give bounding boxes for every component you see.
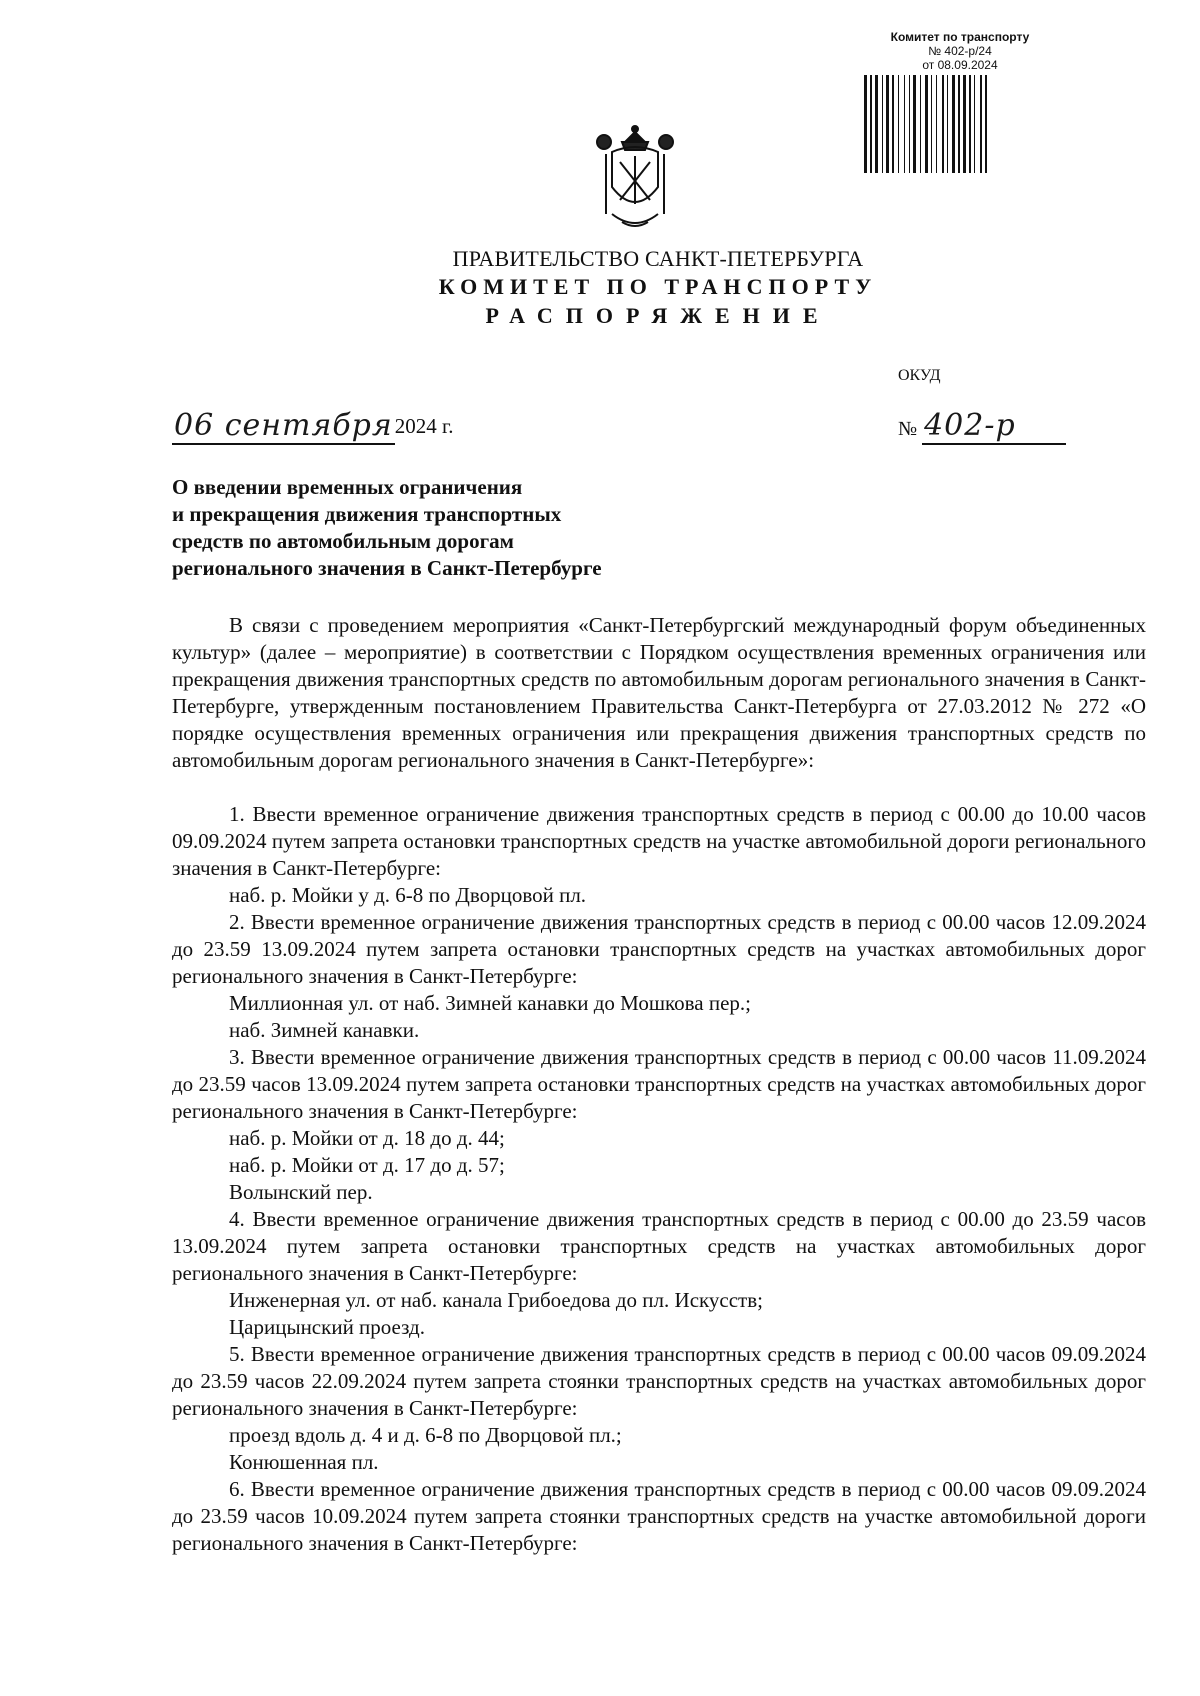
barcode-icon: [862, 75, 1058, 173]
registration-stamp: [860, 30, 1060, 173]
road-entry: наб. р. Мойки у д. 6-8 по Дворцовой пл.: [229, 883, 587, 907]
coat-of-arms-icon: [592, 122, 678, 232]
stamp-date: от 08.09.2024: [922, 58, 998, 72]
road-entry: наб. Зимней канавки.: [229, 1018, 420, 1042]
road-entry: Инженерная ул. от наб. канала Грибоедова до пл. Искусств;: [229, 1288, 763, 1312]
document-type: РАСПОРЯЖЕНИЕ: [485, 303, 831, 328]
committee-name: КОМИТЕТ ПО ТРАНСПОРТУ: [438, 274, 878, 299]
title-line: регионального значения в Санкт-Петербурге: [172, 556, 602, 580]
road-entry: проезд вдоль д. 4 и д. 6-8 по Дворцовой пл.;: [229, 1423, 622, 1447]
order-item-6: 6. Ввести временное ограничение движения транспортных средств в период с 00.00 часов 09.09.2024 до 23.59 часов 10.09.2024 путем запрета стоянки транспортных средств на участке автомобильной дороги регионального значения в Санкт-Петербурге:: [172, 1477, 1146, 1555]
order-item-2: 2. Ввести временное ограничение движения транспортных средств в период с 00.00 часов 12.09.2024 до 23.59 13.09.2024 путем запрета остановки транспортных средств на участках автомобильных дорог регионального значения в Санкт-Петербурге:: [172, 910, 1146, 988]
date-handwritten: 06 сентября: [174, 408, 393, 443]
road-entry: Миллионная ул. от наб. Зимней канавки до Мошкова пер.;: [229, 991, 751, 1015]
preamble-paragraph: В связи с проведением мероприятия «Санкт-Петербургский международный форум объединенных культур» (далее – мероприятие) в соответствии с Порядком осуществления временных ограничения или прекращения движения транспортных средств по автомобильным дорогам регионального значения в Санкт-Петербурге, утвержденным постановлением Правительства Санкт-Петербурга от 27.03.2012 № 272 «О порядке осуществления временных ограничения или прекращения движения транспортных средств по автомобильным дорогам регионального значения в Санкт-Петербурге»:: [172, 613, 1146, 772]
document-body: [172, 612, 1146, 1557]
road-entry: Царицынский проезд.: [229, 1315, 425, 1339]
document-title: [172, 474, 732, 582]
document-date: [172, 408, 453, 448]
number-sign: №: [898, 418, 918, 440]
title-line: и прекращения движения транспортных: [172, 502, 562, 526]
road-entry: наб. р. Мойки от д. 18 до д. 44;: [229, 1126, 505, 1150]
stamp-number: № 402-р/24: [928, 44, 992, 58]
stamp-organization: Комитет по транспорту: [890, 30, 1030, 44]
document-header: [0, 245, 1200, 331]
order-item-1: 1. Ввести временное ограничение движения транспортных средств в период с 00.00 до 10.00 часов 09.09.2024 путем запрета остановки транспортных средств на участке автомобильной дороги регионального значения в Санкт-Петербурге:: [172, 802, 1146, 880]
order-item-3: 3. Ввести временное ограничение движения транспортных средств в период с 00.00 часов 11.09.2024 до 23.59 часов 13.09.2024 путем запрета остановки транспортных средств на участках автомобильных дорог регионального значения в Санкт-Петербурге:: [172, 1045, 1146, 1123]
order-item-5: 5. Ввести временное ограничение движения транспортных средств в период с 00.00 часов 09.09.2024 до 23.59 часов 22.09.2024 путем запрета стоянки транспортных средств на участках автомобильных дорог регионального значения в Санкт-Петербурге:: [172, 1342, 1146, 1420]
date-year: 2024 г.: [394, 414, 454, 438]
title-line: средств по автомобильным дорогам: [172, 529, 514, 553]
government-name: ПРАВИТЕЛЬСТВО САНКТ-ПЕТЕРБУРГА: [452, 246, 864, 271]
okud-label: ОКУД: [898, 367, 941, 384]
title-line: О введении временных ограничения: [172, 475, 523, 499]
road-entry: Волынский пер.: [229, 1180, 373, 1204]
document-number: [898, 408, 1066, 445]
road-entry: Конюшенная пл.: [229, 1450, 379, 1474]
number-handwritten: 402-р: [922, 408, 1066, 445]
order-item-4: 4. Ввести временное ограничение движения транспортных средств в период с 00.00 до 23.59 часов 13.09.2024 путем запрета остановки транспортных средств на участках автомобильных дорог регионального значения в Санкт-Петербурге:: [172, 1207, 1146, 1285]
road-entry: наб. р. Мойки от д. 17 до д. 57;: [229, 1153, 505, 1177]
